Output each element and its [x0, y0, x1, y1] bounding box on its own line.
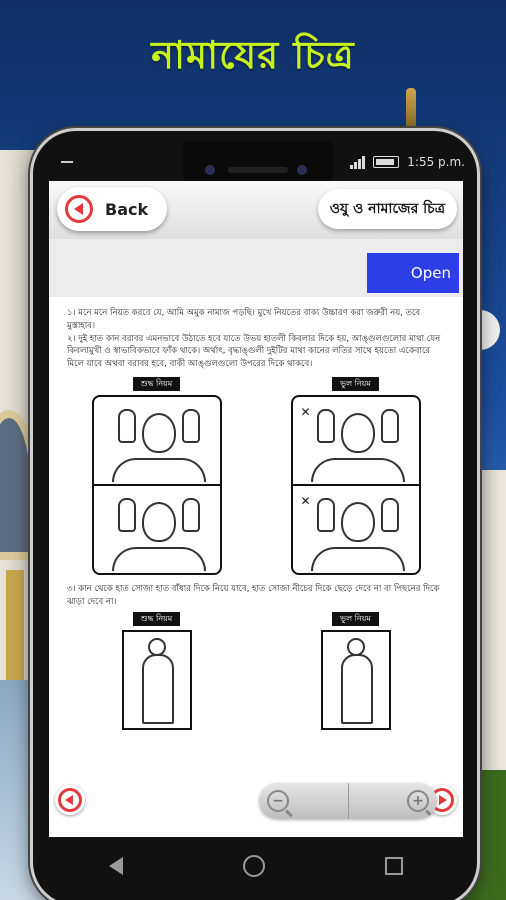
back-view-correct — [94, 486, 220, 573]
correct-standing — [122, 612, 192, 730]
wrong-label: ভুল নিয়ম — [332, 612, 379, 626]
front-view-wrong — [293, 397, 419, 486]
nav-back-icon[interactable] — [109, 857, 123, 875]
doc-rule-2: ২। দুই হাত কান বরাবর এমনভাবে উঠাতে হবে যাতে উভয় হাতলী কিবলার দিকে হয়, আঙ্গুলগুলোর মাথা যেন কিবলামুখী ও স্বাভাবিকভাবে ফাঁক থাকে। অর্থাৎ, বৃদ্ধাঙ্গুলী দুইটির মাথা কানের লতির সাথে হয়তো একেবারে মিলে যাবে অথবা বরাবর হবে, বাকী আঙ্গুলগুলো উপরের দিকে থাকবে। — [67, 333, 441, 369]
phone-frame — [30, 128, 480, 900]
promo-title: নামাযের চিত্র — [151, 33, 355, 77]
status-time: 1:55 p.m. — [407, 155, 465, 169]
zoom-out-icon: − — [267, 790, 289, 812]
doc-rule-3: ৩। কান থেকে হাত সোজা হাত বাঁধার দিকে নিয়ে যাবে, হাত সোজা নীচের দিকে ছেড়ে দেবে না বা পিছনের দিকে ঝাড়া দেবে না। — [67, 583, 440, 607]
app-screen — [49, 181, 463, 837]
ad-open-button[interactable]: Open — [367, 253, 459, 293]
document-page — [57, 307, 455, 819]
zoom-out-button[interactable] — [259, 783, 349, 819]
notification-icon — [61, 161, 73, 163]
prev-page-icon — [58, 788, 82, 812]
ad-banner[interactable] — [49, 239, 463, 297]
doc-rule-1: ১। মনে মনে নিয়ত করবে যে, আমি অমুক নামাজ পড়ছি। মুখে নিয়তের বাক্য উচ্চারণ করা জরুরী নয়, তবে মুস্তাহাব। — [67, 308, 421, 331]
front-view-correct — [94, 397, 220, 486]
back-label: Back — [105, 199, 149, 219]
zoom-in-button[interactable] — [349, 783, 438, 819]
cross-icon: ✕ — [300, 404, 311, 419]
correct-diagram — [92, 377, 222, 575]
bg-minaret-spire — [406, 88, 416, 128]
back-button[interactable] — [57, 187, 167, 231]
zoom-control — [259, 783, 437, 819]
cross-icon: ✕ — [300, 493, 311, 508]
correct-label: শুদ্ধ নিয়ম — [133, 377, 181, 391]
hand-raise-diagrams — [57, 377, 455, 575]
nav-home-icon[interactable] — [243, 855, 265, 877]
page-title: ওযু ও নামাজের চিত্র — [318, 189, 457, 229]
app-header — [49, 181, 463, 239]
status-bar — [47, 153, 465, 177]
prev-page-button[interactable] — [55, 785, 85, 815]
back-arrow-icon — [65, 195, 93, 223]
wrong-label: ভুল নিয়ম — [332, 377, 379, 391]
correct-label: শুদ্ধ নিয়ম — [133, 612, 181, 626]
wrong-illustration — [291, 395, 421, 575]
signal-icon — [350, 155, 365, 169]
standing-illustration-wrong — [321, 630, 391, 730]
nav-recents-icon[interactable] — [385, 857, 403, 875]
zoom-in-icon: + — [407, 790, 429, 812]
battery-icon — [373, 156, 399, 168]
standing-diagrams — [57, 612, 455, 730]
system-nav-bar — [49, 843, 463, 889]
wrong-standing — [321, 612, 391, 730]
standing-illustration-correct — [122, 630, 192, 730]
wrong-diagram — [291, 377, 421, 575]
correct-illustration — [92, 395, 222, 575]
back-view-wrong — [293, 486, 419, 573]
